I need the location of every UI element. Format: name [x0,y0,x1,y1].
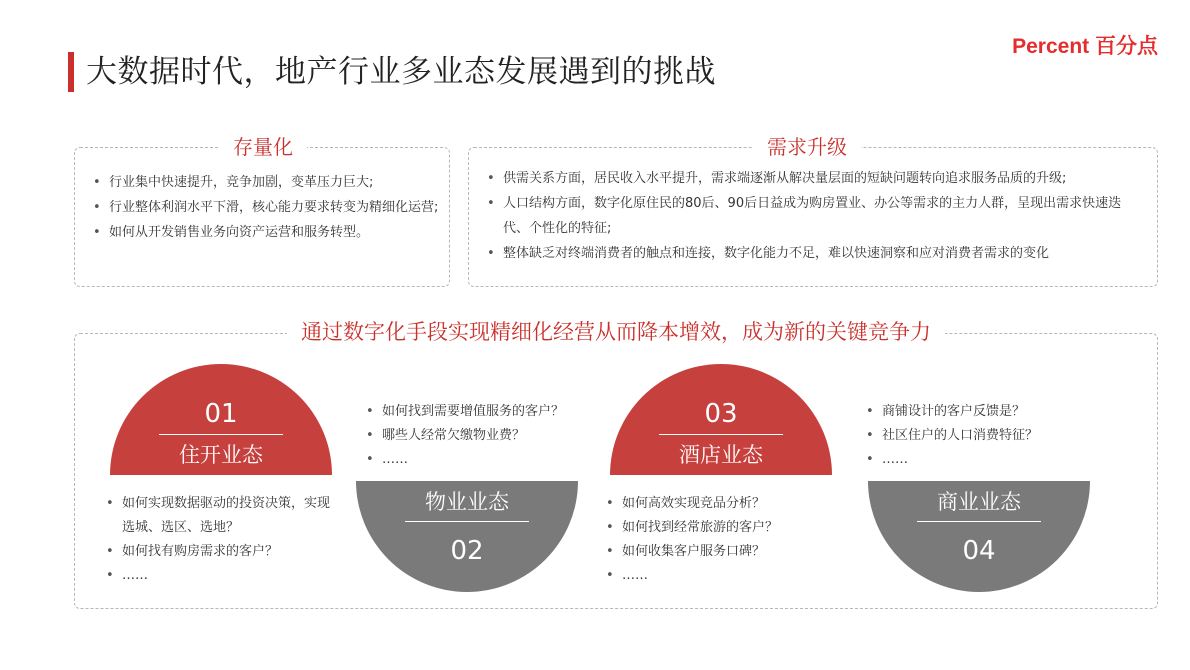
list-item: • 如何收集客户服务口碑？ [604,540,840,564]
commercial-questions [864,400,1104,472]
list-item: • …… [364,448,604,472]
page-title: 大数据时代，地产行业多业态发展遇到的挑战 [86,54,716,90]
format-number: 01 [204,399,238,429]
list-item: • 如何找有购房需求的客户？ [104,540,340,564]
demand-panel [468,135,1158,287]
list-item: • …… [104,564,340,588]
strategy-panel-label: 通过数字化手段实现精细化经营从而降本增效，成为新的关键竞争力 [287,318,945,346]
list-item: • 商铺设计的客户反馈是？ [864,400,1104,424]
list-item: • 哪些人经常欠缴物业费？ [364,424,604,448]
format-name: 酒店业态 [679,443,763,467]
list-item: • 如何找到需要增值服务的客户？ [364,400,604,424]
list-item: • 供需关系方面，居民收入水平提升，需求端逐渐从解决量层面的短缺问题转向追求服务品质的升级; [485,166,1147,191]
format-number: 02 [450,536,484,566]
list-item: • …… [604,564,840,588]
format-name: 商业业态 [937,490,1021,514]
list-item: • 如何高效实现竞品分析？ [604,492,840,516]
format-number: 04 [962,536,996,566]
demand-panel-label: 需求升级 [753,133,861,161]
residential-questions [104,492,340,588]
property-questions [364,400,604,472]
divider [917,521,1041,522]
title-accent-bar [68,52,74,92]
hotel-questions [604,492,840,588]
format-name: 物业业态 [425,490,509,514]
divider [659,434,783,435]
demand-list [485,166,1147,266]
stock-panel [74,135,450,287]
list-item: • …… [864,448,1104,472]
list-item: • 整体缺乏对终端消费者的触点和连接，数字化能力不足，难以快速洞察和应对消费者需求的变化 [485,241,1147,266]
list-item: • 社区住户的人口消费特征？ [864,424,1104,448]
stock-panel-label: 存量化 [219,133,307,161]
list-item: • 如何找到经常旅游的客户？ [604,516,840,540]
divider [159,434,283,435]
list-item: • 如何实现数据驱动的投资决策，实现选城、选区、选地？ [104,492,340,540]
format-number: 03 [704,399,738,429]
list-item: • 行业集中快速提升，竞争加剧，变革压力巨大; [91,170,441,195]
stock-list [91,170,441,245]
format-name: 住开业态 [179,443,263,467]
list-item: • 行业整体利润水平下滑，核心能力要求转变为精细化运营; [91,195,441,220]
list-item: • 如何从开发销售业务向资产运营和服务转型。 [91,220,441,245]
list-item: • 人口结构方面，数字化原住民的80后、90后日益成为购房置业、办公等需求的主力人群，呈现出需求快速迭代、个性化的特征; [485,191,1147,241]
brand-logo: Percent 百分点 [1012,35,1158,58]
divider [405,521,529,522]
